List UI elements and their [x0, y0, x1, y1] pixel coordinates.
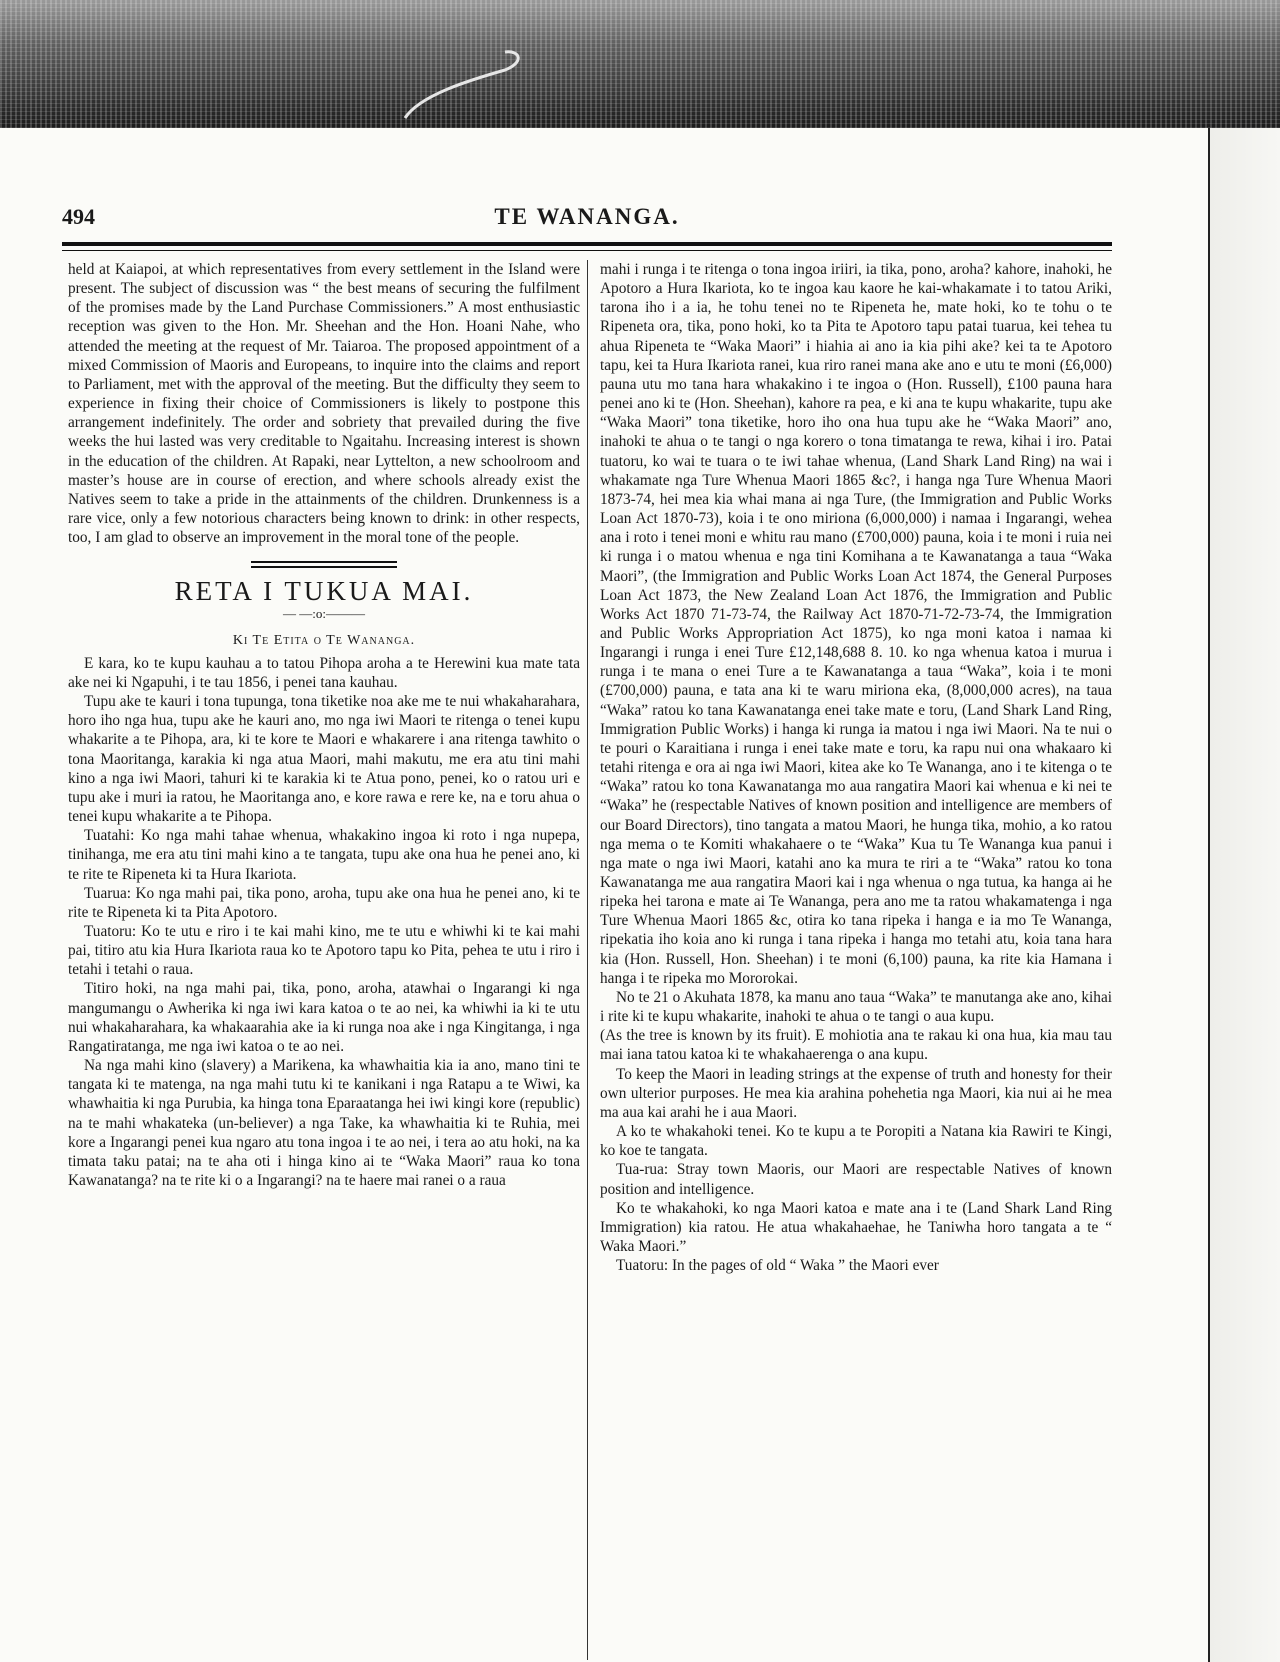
letter-paragraph: Tupu ake te kauri i tona tupunga, tona tiketike noa ake me te nui whakaharahara, horo iho nga hua, tupu ake he kauri ano, mo nga iwi Maori te ritenga o tenei kupu whakarite a te Pihopa, ara, ki te kore te Maori e whakarere i ana ritenga tawhito o tona Maoritanga, karakia ki nga atua Maori, mahi makutu, me era atu tini mahi kino a nga iwi Maori, tahuri ki te karakia ki te Atua pono, penei, ko o ratou uri e tupu ake i muri ia ratou, he Maoritanga ano, e kore rawa e rere ke, na e toru ahua o tenei kupu whakarite a te Pihopa.	[68, 693, 580, 826]
letter-paragraph: A ko te whakahoki tenei. Ko te kupu a te Poropiti a Natana kia Rawiri te Kingi, ko koe te tangata.	[600, 1123, 1112, 1160]
header-rule-thick	[62, 242, 1112, 246]
letter-salutation: Ki Te Etita o Te Wananga.	[232, 632, 416, 648]
letter-heading: RETA I TUKUA MAI.	[174, 576, 474, 607]
heading-separator: — —:o:———	[283, 605, 365, 621]
scan-artifact-curve	[0, 0, 1280, 128]
page-header	[62, 204, 1112, 238]
report-paragraph: held at Kaiapoi, at which representatives from every settlement in the Island were present. The subject of discussion was “ the best means of securing the fulfilment of the promises made by the Land Purchase Commissioners.” A most enthusiastic reception was given to the Hon. Mr. Sheehan and the Hon. Hoani Nahe, who attended the meeting at the request of Mr. Taiaroa. The proposed appointment of a mixed Commission of Maoris and Europeans, to inquire into the claims and report to Parliament, met with the approval of the meeting. But the difficulty they seem to experience in fixing their choice of Commissioners is likely to postpone this arrangement indefinitely. The order and sobriety that prevailed during the five weeks the hui lasted was very creditable to Ngaitahu. Increasing interest is shown in the education of the children. At Rapaki, near Lyttelton, a new schoolroom and master’s house are in course of erection, and where schools already exist the Natives seem to take a pride in the attainments of the children. Drunkenness is a rare vice, only a few notorious characters being known to drink: in other respects, too, I am glad to observe an improvement in the moral tone of the people.	[68, 261, 580, 547]
scan-dark-border	[0, 0, 1280, 128]
left-column	[68, 260, 580, 1660]
letter-paragraph: Tuatoru: In the pages of old “ Waka ” the Maori ever	[616, 1257, 939, 1275]
right-column	[600, 260, 1112, 1660]
section-divider	[251, 561, 397, 568]
running-title: TE WANANGA.	[494, 204, 680, 229]
newspaper-page	[62, 204, 1112, 1654]
letter-paragraph: (As the tree is known by its fruit). E mohiotia ana te rakau ki ona hua, kia mau tau mai iana tatou katoa ki te whakahaerenga o ana kupu.	[600, 1027, 1112, 1064]
letter-paragraph: Tuatoru: Ko te utu e riro i te kai mahi kino, me te utu e whiwhi ki te kai mahi pai, titiro atu kia Hura Ikariota raua ko te Apotoro tapu ko Pita, pehea te utu i riro i tetahi i tetahi o raua.	[68, 923, 580, 979]
scan-page-edge	[1208, 128, 1280, 1662]
letter-paragraph: Tua-rua: Stray town Maoris, our Maori are respectable Natives of known position and intelligence.	[600, 1161, 1112, 1198]
page-number: 494	[62, 204, 95, 229]
letter-paragraph: Tuarua: Ko nga mahi pai, tika pono, aroha, tupu ake ona hua he penei ano, ki te rite te Ripeneta ki ta Pita Apotoro.	[68, 884, 580, 921]
letter-paragraph: Na nga mahi kino (slavery) a Marikena, ka whawhaitia kia ia ano, mano tini te tangata ki te matenga, na nga mahi tutu ki te kanikani i nga Ratapu a te Wiwi, ka whawhaitia ki nga Purubia, ka hinga tona Eparaatanga hei iwi kingi kore (republic) na te mahi whakateka (un-believer) a nga Take, ka whawhaitia ki te Ruhia, mei kore a Ingarangi penei kua ngaro atu tona ingoa i te ao nei, i tera ao atu hoki, na ka timata taku patai; na te aha oti i hinga kino ai te “Waka Maori” raua ko tona Kawanatanga? na te rite ki o a Ingarangi? na te haere mai ranei o a raua	[68, 1057, 580, 1190]
letter-paragraph: mahi i runga i te ritenga o tona ingoa iriiri, ia tika, pono, aroha? kahore, inahoki, he Apotoro a Hura Ikariota, ko te ingoa kau kaore he kai-whakamate i to tatou Ariki, tarona iho i a ia, he tohu tenei no te Ripeneta he, mate hoki, ko te tohu o te Ripeneta ora, tika, pono hoki, ko ta Pita te Apotoro tapu patai tuarua, kei tehea tu ahua Ripeneta te “Waka Maori” i hiahia ai ano ia kia pihi ake? kei ta te Apotoro tapu, kei ta Hura Ikariota ranei, kua riro ranei mana ake ano e utu te moni (£6,000) pauna utu mo tana hara whakakino i te ingoa o (Hon. Russell), £100 pauna hara penei ano ki te (Hon. Sheehan), kahore ra pea, e ki ana te kupu whakarite, tupu ake “Waka Maori” tona tiketike, horo iho ona hua tupu ake he “Waka Maori” ano, inahoki te ahua o te tangi o nga korero o tona timatanga te rewa, kihai i iro. Patai tuatoru, ko wai te tuara o te iwi tahae whenua, (Land Shark Land Ring) na wai i whakamate nga Ture Whenua Maori 1865 &c?, i hanga nga Ture Whenua Maori 1873-74, hei mea kia whai mana ai nga Ture, (the Immigration and Public Works Loan Act 1870-73), koia i te ono miriona (6,000,000) i namaa i Ingarangi, wehea ana i roto i tenei moni e whitu rau mano (£700,000) pauna, koia i te moni i ruia nei ki runga i o matou whenua e nga tini Komihana a te Kawanatanga a taua “Waka Maori”, (the Immigration and Public Works Loan Act 1874, the General Purposes Loan Act 1873, the New Zealand Loan Act 1876, the Immigration and Public Works Act 1870 71-73-74, the Railway Act 1870-71-72-73-74, the Immigration and Public Works Appropriation Act 1875), ko nga moni katoa i namaa ki Ingarangi i runga i enei Ture £12,148,688 8. 10. ko nga whenua katoa i murua i runga i te mana o enei Ture a te Kawanatanga a taua “Waka”, koia i te moni (£700,000) pauna, e tata ana ki te waru miriona eka, (8,000,000 acres), na taua “Waka” ratou ko tana Kawanatanga enei take mate e toru, (Land Shark Land Ring, Immigration Public Works) i hanga ki runga ia matou i nga iwi Maori. Na te nui o te pouri o Karaitiana i runga i enei take mate e toru, ka rapu nui ona whakaaro ki tetahi ritenga e ora ai nga iwi Maori, kitea ake ko Te Wananga, ano i te kitenga o te “Waka” ratou ko tona Kawanatanga mo aua rangatira Maori kai whenua e ki nei te “Waka” he (respectable Natives of known position and intelligence are members of our Board Directors), tino tangata a matou Maori, he hunga tika, mohio, a ko ratou nga mema o te Komiti whakahaere o te “Waka” Kua tu Te Wananga kua panui i nga mate o nga iwi Maori, katahi ano ka mura te riri a te “Waka” ratou ko tona Kawanatanga me aua rangatira Maori kai i nga whenua o nga tutua, ka hanga ai he ripeka hei tarona e mate ai Te Wananga, pera ano me ta ratou whakamatenga i nga Ture Whenua Maori 1865 &c, otira ko tana ripeka i hanga e ia mo Te Wananga, ripekatia iho koia ano ki runga i tana ripeka i hanga mo tetahi atu, koia tana hara kia (Hon. Russell, Hon. Sheehan) i te moni (6,100) pauna, ka rite kia Hamana i hanga i te ripeka mo Mororokai.	[600, 261, 1112, 987]
letter-paragraph: Tuatahi: Ko nga mahi tahae whenua, whakakino ingoa ki roto i nga nupepa, tinihanga, me era atu tini mahi kino a te tangata, tupu ake ona hua he penei ano, ki te rite te Ripeneta ki ta Hura Ikariota.	[68, 827, 580, 883]
letter-paragraph: E kara, ko te kupu kauhau a to tatou Pihopa aroha a te Herewini kua mate tata ake nei ki Ngapuhi, i te tau 1856, i penei tana kauhau.	[68, 654, 580, 691]
letter-paragraph: To keep the Maori in leading strings at the expense of truth and honesty for their own ulterior purposes. He mea kia arahina pohehetia nga Maori, kia nui ai he mea ma aua kai arahi he i aua Maori.	[600, 1065, 1112, 1121]
letter-paragraph: Ko te whakahoki, ko nga Maori katoa e mate ana i te (Land Shark Land Ring Immigration) kia ratou. He atua whakahaehae, he Taniwha horo tangata a te “ Waka Maori.”	[600, 1199, 1112, 1255]
letter-paragraph: No te 21 o Akuhata 1878, ka manu ano taua “Waka” te manutanga ake ano, kihai i rite ki te kupu whakarite, inahoki te ahua o te tangi o aua kupu.	[600, 988, 1112, 1026]
header-rule-thin	[62, 250, 1112, 251]
letter-paragraph: Titiro hoki, na nga mahi pai, tika, pono, aroha, atawhai o Ingarangi ki nga mangumangu o Awherika ki nga iwi kara katoa o te ao nei, ka whiwhi ia ki te utu nui whakaharahara, ka whakaarahia ake ia ki runga noa ake i nga Kingitanga, i nga Rangatiratanga, me nga iwi katoa o te ao nei.	[68, 980, 580, 1055]
column-divider	[587, 260, 588, 1660]
